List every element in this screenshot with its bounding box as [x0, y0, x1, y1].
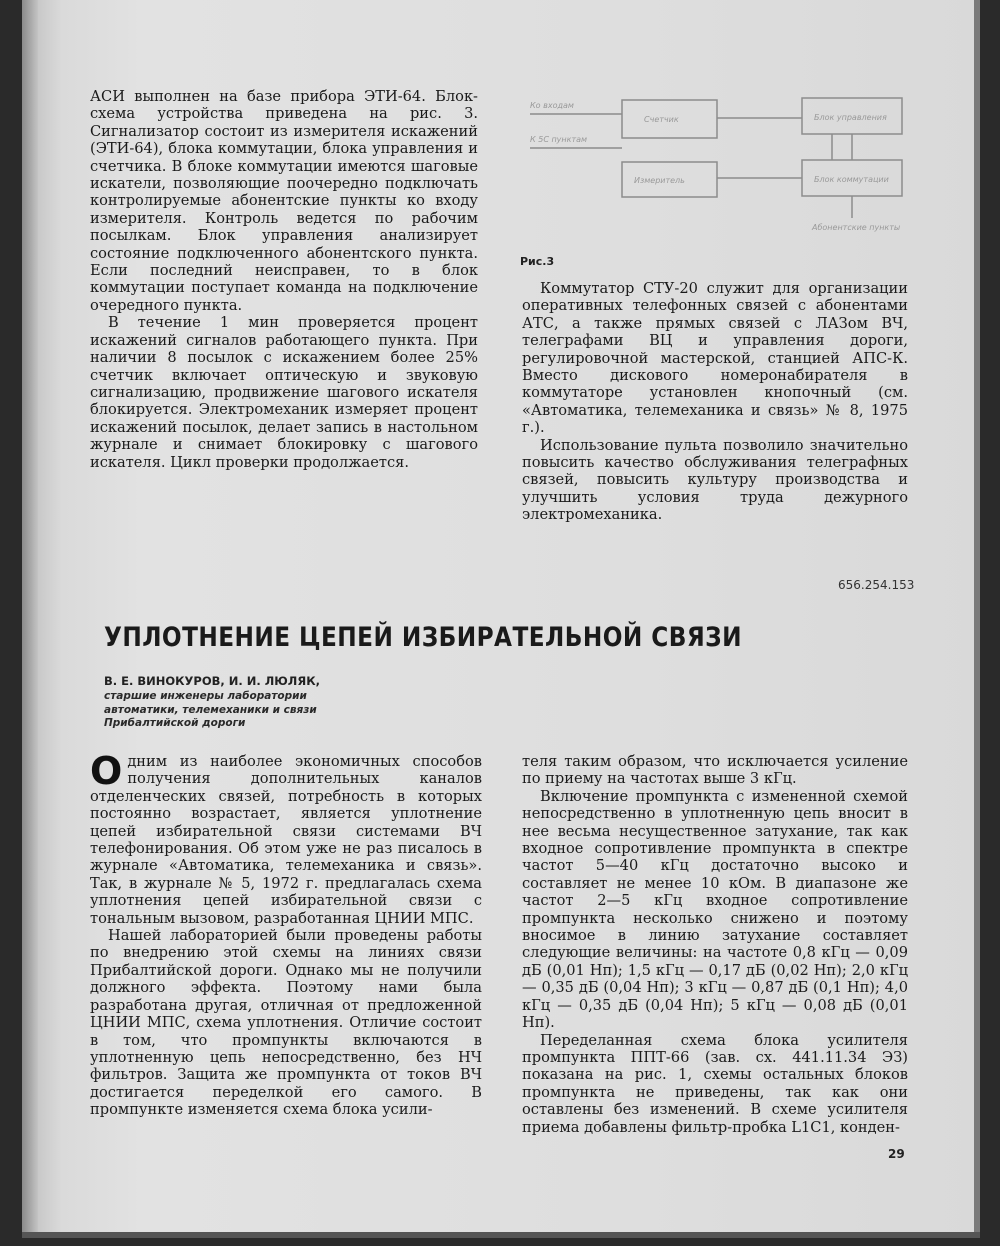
paragraph: Использование пульта позволило значительно повысить качество обслуживания телеграфных связей, повысить культуру производства и улучшить условия труда дежурного электромеханика.: [522, 436, 908, 524]
paragraph: АСИ выполнен на базе прибора ЭТИ-64. Блок-схема устройства приведена на рис. 3. Сигнализатор состоит из измерителя искажений (ЭТИ-64), блока коммутации, блока управления и счетчика. В блоке коммутации имеются шаговые искатели, позволяющие поочередно подключать контролируемые абонентские пункты ко входу измерителя. Контроль ведется по рабочим посылкам. Блок управления анализирует состояние подключенного абонентского пункта. Если последний неисправен, то в блок коммутации поступает команда на подключение очередного пункта.: [90, 88, 478, 314]
drop-cap: О: [90, 749, 123, 793]
paragraph: [90, 749, 482, 927]
page-edge: [974, 0, 980, 1238]
article-right-column: [522, 753, 908, 1136]
diagram-label: Абонентские пункты: [812, 223, 901, 232]
journal-page: [22, 0, 980, 1238]
diagram-label: Ко входам: [530, 101, 574, 110]
article-title: УПЛОТНЕНИЕ ЦЕПЕЙ ИЗБИРАТЕЛЬНОЙ СВЯЗИ: [104, 622, 742, 653]
paragraph: Переделанная схема блока усилителя промпункта ППТ-66 (зав. сх. 441.11.34 ЭЗ) показана на рис. 1, схемы остальных блоков промпункта не приведены, так как они оставлены без изменений. В схеме усилителя приема добавлены фильтр-пробка L1C1, конден-: [522, 1031, 908, 1136]
paragraph: Нашей лабораторией были проведены работы по внедрению этой схемы на линиях связи Прибалтийской дороги. Однако мы не получили должного эффекта. Поэтому нами была разработана другая, отличная от предложенной ЦНИИ МПС, схема уплотнения. Отличие состоит в том, что промпункты включаются в уплотненную цепь непосредственно, без НЧ фильтров. Защита же промпункта от токов ВЧ достигается переделкой его самого. В промпункте изменяется схема блока усили-: [90, 927, 482, 1119]
diagram-label: Блок управления: [814, 113, 887, 122]
author-affiliation: старшие инженеры лаборатории автоматики, телемеханики и связи Прибалтийской дороги: [104, 690, 317, 730]
block-diagram-figure: [522, 90, 912, 250]
paragraph: Коммутатор СТУ-20 служит для организации оперативных телефонных связей с абонентами АТС, а также прямых связей с ЛАЗом ВЧ, телеграфами ВЦ и управления дороги, регулировочной мастерской, станцией АПС-К. Вместо дискового номеронабирателя в коммутаторе установлен кнопочный (см. «Автоматика, телемеханика и связь» № 8, 1975 г.).: [522, 280, 908, 437]
article-left-column: [90, 749, 482, 1119]
figure-caption: Рис.3: [520, 255, 555, 268]
article-authors: В. Е. ВИНОКУРОВ, И. И. ЛЮЛЯК,: [104, 674, 320, 688]
book-spine-shadow: [22, 0, 38, 1238]
udc-code: 656.254.153: [838, 578, 915, 592]
page-bottom-edge: [22, 1232, 980, 1238]
diagram-label: Блок коммутации: [814, 175, 889, 184]
diagram-label: Счетчик: [644, 115, 679, 124]
top-left-column: [90, 88, 478, 471]
paragraph-text: дним из наиболее экономичных способов получения дополнительных каналов отделенческих связей, потребность в которых постоянно возрастает, является уплотнение цепей избирательной связи системами ВЧ телефонирования. Об этом уже не раз писалось в журнале «Автоматика, телемеханика и связь». Так, в журнале № 5, 1972 г. предлагалась схема уплотнения цепей избирательной связи с тональным вызовом, разработанная ЦНИИ МПС.: [90, 753, 482, 927]
paragraph: Включение промпункта с измененной схемой непосредственно в уплотненную цепь вносит в нее весьма несущественное затухание, так как входное сопротивление промпункта в спектре частот 5—40 кГц достаточно высоко и составляет не менее 10 кОм. В диапазоне же частот 2—5 кГц входное сопротивление промпункта несколько снижено и поэтому вносимое в линию затухание составляет следующие величины: на частоте 0,8 кГц — 0,09 дБ (0,01 Нп); 1,5 кГц — 0,17 дБ (0,02 Нп); 2,0 кГц — 0,35 дБ (0,04 Нп); 3 кГц — 0,87 дБ (0,1 Нп); 4,0 кГц — 0,35 дБ (0,04 Нп); 5 кГц — 0,08 дБ (0,01 Нп).: [522, 787, 908, 1032]
paragraph: В течение 1 мин проверяется процент искажений сигналов работающего пункта. При наличии 8 посылок с искажением более 25% счетчик включает оптическую и звуковую сигнализацию, продвижение шагового искателя блокируется. Электромеханик измеряет процент искажений посылок, делает запись в настольном журнале и снимает блокировку с шагового искателя. Цикл проверки продолжается.: [90, 314, 478, 471]
paragraph: теля таким образом, что исключается усиление по приему на частотах выше 3 кГц.: [522, 753, 908, 788]
diagram-label: Измеритель: [634, 176, 685, 185]
page-number: 29: [888, 1147, 905, 1161]
diagram-label: К 5С пунктам: [530, 135, 588, 144]
top-right-column: [522, 280, 908, 524]
